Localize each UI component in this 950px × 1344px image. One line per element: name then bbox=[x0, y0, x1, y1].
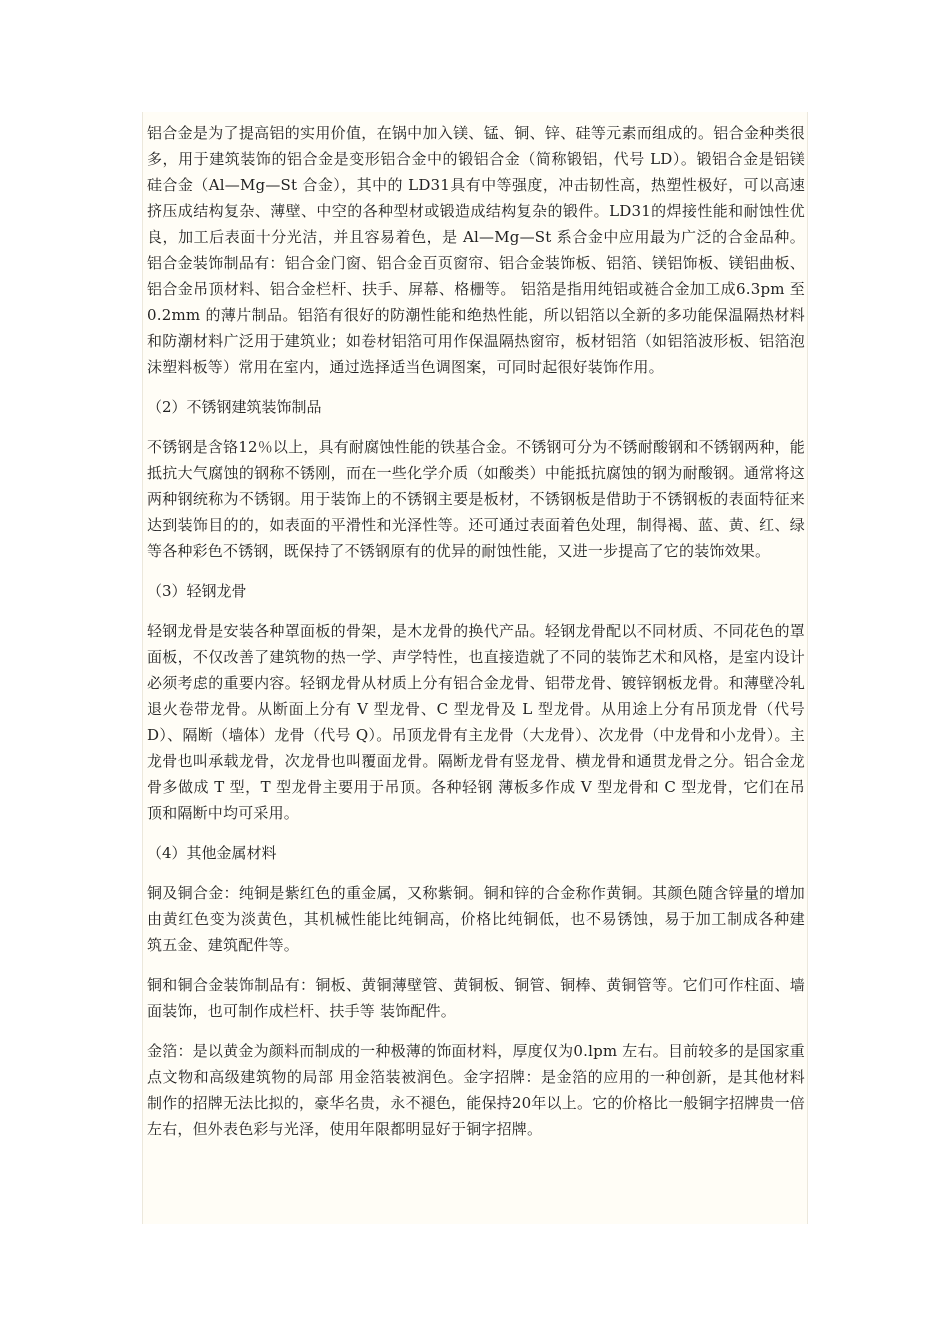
heading-stainless-steel: （2）不锈钢建筑装饰制品 bbox=[147, 398, 322, 416]
paragraph-light-steel-keel: 轻钢龙骨是安装各种罩面板的骨架，是木龙骨的换代产品。轻钢龙骨配以不同材质、不同花色的罩面板，不仅改善了建筑物的热一学、声学特性，也直接造就了不同的装饰艺术和风格，是室内设计必须考虑的重要内容。轻钢龙骨从材质上分有铝合金龙骨、铝带龙骨、镀锌钢板龙骨。和薄壁冷轧退火卷带龙骨。从断面上分有 V 型龙骨、C 型龙骨及 L 型龙骨。从用途上分有吊顶龙骨（代号 D）、隔断（墙体）龙骨（代号 Q）。吊顶龙骨有主龙骨（大龙骨）、次龙骨（中龙骨和小龙骨）。主龙骨也叫承载龙骨，次龙骨也叫覆面龙骨。隔断龙骨有竖龙骨、横龙骨和通贯龙骨之分。铝合金龙骨多做成 T 型，T 型龙骨主要用于吊顶。各种轻钢 薄板多作成 V 型龙骨和 C 型龙骨，它们在吊顶和隔断中均可采用。 bbox=[147, 622, 805, 822]
paragraph-copper-alloy: 铜及铜合金：纯铜是紫红色的重金属，又称紫铜。铜和锌的合金称作黄铜。其颜色随含锌量的增加由黄红色变为淡黄色，其机械性能比纯铜高，价格比纯铜低，也不易锈蚀，易于加工制成各种建 筑五金、建筑配件等。 bbox=[147, 884, 805, 954]
paragraph-gold-leaf: 金箔：是以黄金为颜料而制成的一种极薄的饰面材料，厚度仅为0.lpm 左右。目前较多的是国家重点文物和高级建筑物的局部 用金箔装被润色。金字招牌：是金箔的应用的一种创新，是其他材料制作的招牌无法比拟的，豪华名贵，永不褪色，能保持20年以上。它的价格比一般铜字招牌贵一倍左右，但外表色彩与光泽，使用年限都明显好于铜字招牌。 bbox=[147, 1042, 805, 1138]
paragraph-copper-products: 铜和铜合金装饰制品有：铜板、黄铜薄壁管、黄铜板、铜管、铜棒、黄铜管等。它们可作柱面、墙面装饰，也可制作成栏杆、扶手等 装饰配件。 bbox=[147, 976, 805, 1020]
document-content bbox=[142, 112, 808, 1224]
paragraph-aluminum-alloy: 铝合金是为了提高铝的实用价值，在锅中加入镁、锰、铜、锌、硅等元素而组成的。铝合金种类很多，用于建筑装饰的铝合金是变形铝合金中的锻铝合金（简称锻铝，代号 LD）。锻铝合金是铝镁硅合金（Al—Mg—St 合金），其中的 LD31具有中等强度，冲击韧性高，热塑性极好，可以高速挤压成结构复杂、薄壁、中空的各种型材或锻造成结构复杂的锻件。LD31的焊接性能和耐蚀性优良，加工后表面十分光洁，并且容易着色，是 Al—Mg—St 系合金中应用最为广泛的合金品种。铝合金装饰制品有：铝合金门窗、铝合金百页窗帘、铝合金装饰板、铝箔、镁铝饰板、镁铝曲板、铝合金吊顶材料、铝合金栏杆、扶手、屏幕、格栅等。 铝箔是指用纯铝或裢合金加工成6.3pm 至0.2mm 的薄片制品。铝箔有很好的防潮性能和绝热性能，所以铝箔以全新的多功能保温隔热材料和防潮材料广泛用于建筑业；如卷材铝箔可用作保温隔热窗帘，板材铝箔（如铝箔波形板、铝箔泡沫塑料板等）常用在室内，通过选择适当色调图案，可同时起很好装饰作用。 bbox=[147, 124, 805, 376]
heading-other-metals: （4）其他金属材料 bbox=[147, 844, 277, 862]
heading-light-steel-keel: （3）轻钢龙骨 bbox=[147, 582, 247, 600]
paragraph-stainless-steel: 不锈钢是含铬12％以上，具有耐腐蚀性能的铁基合金。不锈钢可分为不锈耐酸钢和不锈钢两种，能抵抗大气腐蚀的钢称不锈刚，而在一些化学介质（如酸类）中能抵抗腐蚀的钢为耐酸钢。通常将这两种钢统称为不锈钢。用于装饰上的不锈钢主要是板材，不锈钢板是借助于不锈钢板的表面特征来达到装饰目的的，如表面的平滑性和光泽性等。还可通过表面着色处理，制得褐、蓝、黄、红、绿等各种彩色不锈钢，既保持了不锈钢原有的优异的耐蚀性能，又进一步提高了它的装饰效果。 bbox=[147, 438, 805, 560]
